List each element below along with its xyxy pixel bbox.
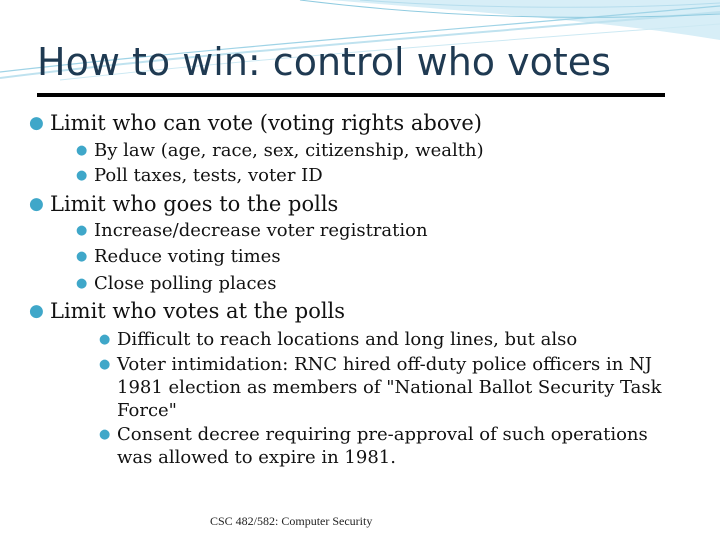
sub-bullet-text: Difficult to reach locations and long lines, but also bbox=[117, 329, 578, 350]
bullet-limit-who-goes-to-polls bbox=[29, 191, 338, 217]
sub-bullet-consent-decree bbox=[99, 423, 677, 469]
bullet-text: Limit who goes to the polls bbox=[50, 192, 339, 216]
bullet-icon: ● bbox=[29, 301, 44, 321]
sub-bullet-text: Consent decree requiring pre-approval of such operations was allowed to expire in 1981. bbox=[117, 424, 648, 468]
bullet-limit-who-votes-at-polls bbox=[29, 298, 345, 324]
sub-bullet-text: Poll taxes, tests, voter ID bbox=[94, 165, 323, 186]
bullet-icon: ● bbox=[99, 332, 111, 347]
bullet-text: Limit who votes at the polls bbox=[50, 299, 346, 323]
sub-bullet-text: Reduce voting times bbox=[94, 246, 281, 267]
bullet-icon: ● bbox=[29, 113, 44, 133]
sub-bullet-text: Close polling places bbox=[94, 273, 277, 294]
slide-footer: CSC 482/582: Computer Security bbox=[210, 514, 373, 528]
bullet-icon: ● bbox=[76, 249, 88, 264]
sub-bullet-polling-places bbox=[76, 272, 276, 296]
sub-bullet-by-law bbox=[76, 139, 484, 163]
bullet-icon: ● bbox=[99, 357, 111, 372]
bullet-text: Limit who can vote (voting rights above) bbox=[50, 111, 482, 135]
sub-bullet-text: Voter intimidation: RNC hired off-duty police officers in NJ 1981 election as members of "National Ballot Security Task Force" bbox=[117, 354, 662, 421]
bullet-icon: ● bbox=[76, 223, 88, 238]
sub-bullet-text: By law (age, race, sex, citizenship, wealth) bbox=[94, 140, 484, 161]
bullet-icon: ● bbox=[76, 276, 88, 291]
bullet-icon: ● bbox=[99, 427, 111, 442]
sub-bullet-voter-registration bbox=[76, 219, 428, 243]
bullet-icon: ● bbox=[29, 194, 44, 214]
sub-bullet-poll-taxes bbox=[76, 164, 323, 188]
bullet-icon: ● bbox=[76, 143, 88, 158]
sub-bullet-text: Increase/decrease voter registration bbox=[94, 220, 428, 241]
bullet-icon: ● bbox=[76, 168, 88, 183]
slide-title: How to win: control who votes bbox=[37, 40, 611, 84]
sub-bullet-voter-intimidation bbox=[99, 353, 677, 422]
bullet-limit-who-can-vote bbox=[29, 110, 482, 136]
sub-bullet-difficult-locations bbox=[99, 328, 677, 351]
title-underline bbox=[37, 93, 665, 97]
sub-bullet-voting-times bbox=[76, 245, 281, 269]
